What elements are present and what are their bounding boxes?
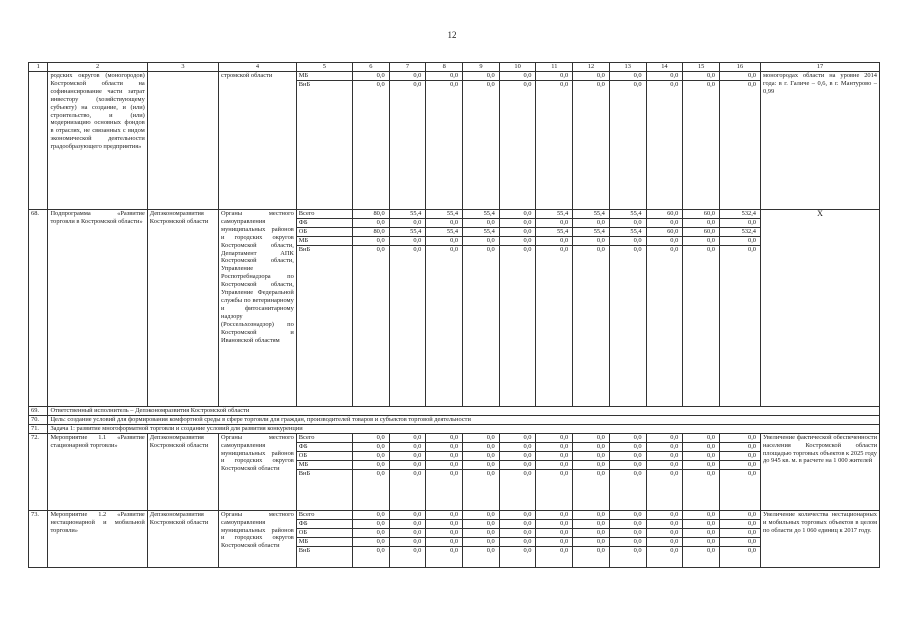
amount-cell: 0,0 [426, 546, 463, 567]
amount-cell: 0,0 [719, 81, 760, 210]
measure-name: родских округов (моногородов) Костромской области на софинансирование части затрат инвестору (хозяйствующему субъекту) на создание, и (или) строительство, и (или) модернизацию основных фондов в отраслях, не связанных с видом экономической деятельности градообразующего предприятия» [48, 72, 147, 210]
amount-cell: 0,0 [463, 219, 500, 228]
expected-result: Х [761, 210, 880, 407]
column-number-cell: 3 [147, 63, 218, 72]
amount-cell: 0,0 [499, 469, 536, 510]
amount-cell: 0,0 [609, 537, 646, 546]
amount-cell: 0,0 [389, 237, 426, 246]
amount-cell: 0,0 [426, 442, 463, 451]
amount-cell: 0,0 [683, 442, 720, 451]
funding-source: ОБ [296, 451, 352, 460]
amount-cell: 0,0 [499, 81, 536, 210]
amount-cell: 0,0 [389, 81, 426, 210]
funding-source: Всего [296, 210, 352, 219]
amount-cell: 0,0 [536, 451, 573, 460]
amount-cell: 55,4 [536, 210, 573, 219]
amount-cell: 0,0 [609, 237, 646, 246]
amount-cell: 0,0 [536, 442, 573, 451]
column-number-cell: 1 [29, 63, 48, 72]
amount-cell: 0,0 [463, 451, 500, 460]
amount-cell: 0,0 [683, 528, 720, 537]
amount-cell: 55,4 [536, 228, 573, 237]
amount-cell: 0,0 [609, 510, 646, 519]
amount-cell: 0,0 [573, 81, 610, 210]
amount-cell: 0,0 [389, 537, 426, 546]
row-number: 73. [29, 510, 48, 567]
funding-source: Всего [296, 510, 352, 519]
page-number: 12 [447, 30, 457, 40]
amount-cell: 532,4 [719, 228, 760, 237]
amount-cell: 0,0 [719, 519, 760, 528]
participants: стромской области [219, 72, 297, 210]
amount-cell: 0,0 [573, 528, 610, 537]
amount-cell: 0,0 [389, 219, 426, 228]
amount-cell: 0,0 [719, 451, 760, 460]
amount-cell: 0,0 [536, 81, 573, 210]
amount-cell: 0,0 [536, 246, 573, 407]
amount-cell: 0,0 [536, 237, 573, 246]
column-number-cell: 17 [761, 63, 880, 72]
amount-cell: 0,0 [573, 433, 610, 442]
amount-cell: 0,0 [609, 451, 646, 460]
amount-cell: 0,0 [463, 433, 500, 442]
amount-cell: 0,0 [426, 460, 463, 469]
funding-source: ВнБ [296, 246, 352, 407]
row-number: 71. [29, 424, 48, 433]
amount-cell: 0,0 [426, 433, 463, 442]
amount-cell: 0,0 [499, 246, 536, 407]
amount-cell: 0,0 [646, 510, 683, 519]
section-row [29, 407, 880, 416]
amount-cell: 0,0 [352, 451, 389, 460]
amount-cell: 0,0 [646, 519, 683, 528]
funding-source: Всего [296, 433, 352, 442]
participants: Органы местного самоуправления муниципальных районов и городских округов Костромской области [219, 510, 297, 567]
amount-cell: 0,0 [499, 519, 536, 528]
table-body [29, 63, 880, 568]
amount-cell: 0,0 [609, 519, 646, 528]
amount-cell: 0,0 [426, 519, 463, 528]
amount-cell: 0,0 [573, 537, 610, 546]
amount-cell: 0,0 [352, 519, 389, 528]
funding-source: ВнБ [296, 81, 352, 210]
amount-cell: 55,4 [573, 228, 610, 237]
amount-cell: 0,0 [463, 246, 500, 407]
funding-source: ВнБ [296, 469, 352, 510]
amount-cell: 55,4 [426, 210, 463, 219]
responsible-executor [147, 72, 218, 210]
amount-cell: 0,0 [646, 72, 683, 81]
row-number: 69. [29, 407, 48, 416]
amount-cell: 0,0 [609, 546, 646, 567]
amount-cell: 0,0 [719, 460, 760, 469]
amount-cell: 0,0 [389, 246, 426, 407]
amount-cell: 0,0 [609, 433, 646, 442]
funding-source: ФБ [296, 519, 352, 528]
row-number: 68. [29, 210, 48, 407]
amount-cell: 0,0 [352, 510, 389, 519]
amount-cell: 0,0 [352, 237, 389, 246]
amount-cell: 0,0 [573, 442, 610, 451]
amount-cell: 0,0 [719, 237, 760, 246]
column-number-row [29, 63, 880, 72]
column-number-cell: 7 [389, 63, 426, 72]
amount-cell: 0,0 [609, 219, 646, 228]
amount-cell: 60,0 [683, 210, 720, 219]
funding-source: ФБ [296, 442, 352, 451]
responsible-executor: Депэкономразвития Костромской области [147, 210, 218, 407]
amount-cell: 0,0 [426, 81, 463, 210]
amount-cell: 0,0 [389, 72, 426, 81]
amount-cell: 0,0 [719, 469, 760, 510]
amount-cell: 0,0 [683, 469, 720, 510]
amount-cell: 532,4 [719, 210, 760, 219]
amount-cell: 55,4 [389, 228, 426, 237]
expected-result: Увеличение количества нестационарных и мобильных торговых объектов в целом по области до 1 060 единиц к 2017 году. [761, 510, 880, 567]
amount-cell: 0,0 [536, 219, 573, 228]
amount-cell: 0,0 [426, 510, 463, 519]
section-row [29, 415, 880, 424]
amount-cell: 0,0 [536, 469, 573, 510]
amount-cell: 0,0 [536, 433, 573, 442]
amount-cell: 0,0 [463, 81, 500, 210]
table-row [29, 210, 880, 219]
amount-cell: 55,4 [389, 210, 426, 219]
amount-cell: 0,0 [352, 81, 389, 210]
column-number-cell: 13 [609, 63, 646, 72]
amount-cell: 0,0 [683, 81, 720, 210]
amount-cell: 80,0 [352, 210, 389, 219]
amount-cell: 0,0 [463, 510, 500, 519]
amount-cell: 0,0 [573, 510, 610, 519]
column-number-cell: 11 [536, 63, 573, 72]
amount-cell: 0,0 [389, 451, 426, 460]
amount-cell: 0,0 [536, 72, 573, 81]
amount-cell: 0,0 [719, 546, 760, 567]
column-number-cell: 10 [499, 63, 536, 72]
section-row [29, 424, 880, 433]
column-number-cell: 4 [219, 63, 297, 72]
amount-cell: 0,0 [609, 442, 646, 451]
amount-cell: 0,0 [683, 510, 720, 519]
column-number-cell: 14 [646, 63, 683, 72]
amount-cell: 55,4 [573, 210, 610, 219]
amount-cell: 0,0 [499, 433, 536, 442]
funding-source: МБ [296, 237, 352, 246]
table-row [29, 72, 880, 81]
amount-cell: 0,0 [683, 537, 720, 546]
funding-source: ОБ [296, 528, 352, 537]
section-text: Задача 1: развитие многоформатной торговли и создание условий для развития конкуренции [48, 424, 880, 433]
amount-cell: 0,0 [499, 72, 536, 81]
measure-name: Мероприятие 1.1 «Развитие стационарной торговли» [48, 433, 147, 510]
amount-cell: 0,0 [719, 528, 760, 537]
amount-cell: 0,0 [609, 528, 646, 537]
amount-cell: 0,0 [609, 469, 646, 510]
amount-cell: 0,0 [646, 81, 683, 210]
amount-cell: 0,0 [536, 537, 573, 546]
amount-cell: 0,0 [683, 433, 720, 442]
amount-cell: 0,0 [463, 546, 500, 567]
amount-cell: 0,0 [646, 460, 683, 469]
amount-cell: 0,0 [609, 81, 646, 210]
amount-cell: 0,0 [426, 237, 463, 246]
funding-source: ФБ [296, 219, 352, 228]
amount-cell: 0,0 [463, 237, 500, 246]
column-number-cell: 15 [683, 63, 720, 72]
amount-cell: 0,0 [683, 451, 720, 460]
amount-cell: 0,0 [573, 519, 610, 528]
column-number-cell: 12 [573, 63, 610, 72]
amount-cell: 0,0 [609, 246, 646, 407]
amount-cell: 0,0 [646, 528, 683, 537]
amount-cell: 0,0 [573, 546, 610, 567]
amount-cell: 0,0 [426, 469, 463, 510]
amount-cell: 0,0 [389, 469, 426, 510]
amount-cell: 0,0 [389, 546, 426, 567]
amount-cell: 0,0 [573, 237, 610, 246]
amount-cell: 0,0 [573, 460, 610, 469]
amount-cell: 0,0 [463, 528, 500, 537]
amount-cell: 0,0 [499, 228, 536, 237]
amount-cell: 0,0 [646, 546, 683, 567]
measure-name: Мероприятие 1.2 «Развитие нестационарной и мобильной торговли» [48, 510, 147, 567]
section-text: Ответственный исполнитель – Депэкономразвития Костромской области [48, 407, 880, 416]
amount-cell: 0,0 [389, 528, 426, 537]
amount-cell: 0,0 [573, 246, 610, 407]
amount-cell: 0,0 [352, 72, 389, 81]
amount-cell: 0,0 [646, 246, 683, 407]
column-number-cell: 16 [719, 63, 760, 72]
amount-cell: 80,0 [352, 228, 389, 237]
expected-result: моногородах области на уровне 2014 года: в г. Галиче – 0,6, в г. Мантурово – 0,99 [761, 72, 880, 210]
amount-cell: 0,0 [573, 72, 610, 81]
amount-cell: 0,0 [683, 237, 720, 246]
amount-cell: 0,0 [499, 546, 536, 567]
amount-cell: 0,0 [389, 442, 426, 451]
amount-cell: 0,0 [683, 219, 720, 228]
amount-cell: 0,0 [499, 451, 536, 460]
amount-cell: 0,0 [499, 528, 536, 537]
row-number: 72. [29, 433, 48, 510]
amount-cell: 0,0 [352, 460, 389, 469]
budget-table [28, 62, 880, 568]
amount-cell: 0,0 [609, 72, 646, 81]
amount-cell: 0,0 [426, 246, 463, 407]
amount-cell: 0,0 [573, 469, 610, 510]
amount-cell: 60,0 [683, 228, 720, 237]
amount-cell: 0,0 [573, 219, 610, 228]
amount-cell: 0,0 [499, 460, 536, 469]
section-text: Цель: создание условий для формирования комфортной среды в сфере торговли для граждан, производителей товаров и субъектов торговой деятельности [48, 415, 880, 424]
amount-cell: 0,0 [352, 546, 389, 567]
amount-cell: 0,0 [389, 519, 426, 528]
amount-cell: 0,0 [352, 433, 389, 442]
amount-cell: 0,0 [683, 519, 720, 528]
column-number-cell: 8 [426, 63, 463, 72]
amount-cell: 0,0 [719, 246, 760, 407]
amount-cell: 0,0 [499, 442, 536, 451]
amount-cell: 0,0 [352, 528, 389, 537]
amount-cell: 0,0 [609, 460, 646, 469]
amount-cell: 55,4 [426, 228, 463, 237]
amount-cell: 0,0 [499, 510, 536, 519]
amount-cell: 60,0 [646, 228, 683, 237]
funding-source: ОБ [296, 228, 352, 237]
amount-cell: 0,0 [463, 469, 500, 510]
table-row [29, 510, 880, 519]
column-number-cell: 9 [463, 63, 500, 72]
amount-cell: 0,0 [646, 469, 683, 510]
amount-cell: 0,0 [646, 433, 683, 442]
amount-cell: 55,4 [609, 228, 646, 237]
row-number: 70. [29, 415, 48, 424]
amount-cell: 0,0 [536, 519, 573, 528]
amount-cell: 0,0 [499, 210, 536, 219]
table-row [29, 433, 880, 442]
amount-cell: 0,0 [536, 510, 573, 519]
amount-cell: 55,4 [463, 228, 500, 237]
amount-cell: 0,0 [499, 237, 536, 246]
amount-cell: 0,0 [463, 537, 500, 546]
amount-cell: 0,0 [719, 510, 760, 519]
amount-cell: 0,0 [719, 537, 760, 546]
amount-cell: 0,0 [683, 246, 720, 407]
column-number-cell: 2 [48, 63, 147, 72]
expected-result: Увеличение фактической обеспеченности населения Костромской области площадью торговых объектов к 2025 году до 945 кв. м. в расчете на 1 000 жителей [761, 433, 880, 510]
amount-cell: 0,0 [352, 442, 389, 451]
amount-cell: 0,0 [719, 72, 760, 81]
column-number-cell: 5 [296, 63, 352, 72]
column-number-cell: 6 [352, 63, 389, 72]
participants: Органы местного самоуправления муниципальных районов и городских округов Костромской области [219, 433, 297, 510]
amount-cell: 55,4 [463, 210, 500, 219]
funding-source: МБ [296, 72, 352, 81]
funding-source: ВнБ [296, 546, 352, 567]
amount-cell: 0,0 [499, 219, 536, 228]
amount-cell: 0,0 [426, 219, 463, 228]
amount-cell: 0,0 [719, 219, 760, 228]
amount-cell: 0,0 [646, 537, 683, 546]
amount-cell: 0,0 [426, 528, 463, 537]
amount-cell: 0,0 [719, 442, 760, 451]
amount-cell: 0,0 [683, 546, 720, 567]
participants: Органы местного самоуправления муниципальных районов и городских округов Костромской области, Департамент АПК Костромской области, Управление Роспотребнадзора по Костромской области, Управление Федеральной службы по ветеринарному и фитосанитарному надзору (Россельхознадзор) по Костромской и Ивановской областям [219, 210, 297, 407]
amount-cell: 0,0 [536, 546, 573, 567]
amount-cell: 0,0 [536, 528, 573, 537]
amount-cell: 0,0 [389, 433, 426, 442]
amount-cell: 0,0 [499, 537, 536, 546]
responsible-executor: Депэкономразвития Костромской области [147, 510, 218, 567]
amount-cell: 0,0 [463, 72, 500, 81]
amount-cell: 60,0 [646, 210, 683, 219]
amount-cell: 0,0 [463, 460, 500, 469]
amount-cell: 0,0 [646, 451, 683, 460]
amount-cell: 0,0 [646, 219, 683, 228]
responsible-executor: Депэкономразвития Костромской области [147, 433, 218, 510]
amount-cell: 55,4 [609, 210, 646, 219]
amount-cell: 0,0 [426, 537, 463, 546]
row-number [29, 72, 48, 210]
amount-cell: 0,0 [426, 451, 463, 460]
funding-source: МБ [296, 537, 352, 546]
amount-cell: 0,0 [646, 237, 683, 246]
measure-name: Подпрограмма «Развитие торговли в Костромской области» [48, 210, 147, 407]
amount-cell: 0,0 [352, 537, 389, 546]
amount-cell: 0,0 [536, 460, 573, 469]
amount-cell: 0,0 [573, 451, 610, 460]
amount-cell: 0,0 [683, 72, 720, 81]
amount-cell: 0,0 [683, 460, 720, 469]
amount-cell: 0,0 [352, 469, 389, 510]
amount-cell: 0,0 [646, 442, 683, 451]
amount-cell: 0,0 [352, 219, 389, 228]
funding-source: МБ [296, 460, 352, 469]
amount-cell: 0,0 [426, 72, 463, 81]
amount-cell: 0,0 [352, 246, 389, 407]
amount-cell: 0,0 [463, 519, 500, 528]
amount-cell: 0,0 [463, 442, 500, 451]
amount-cell: 0,0 [389, 460, 426, 469]
amount-cell: 0,0 [389, 510, 426, 519]
amount-cell: 0,0 [719, 433, 760, 442]
